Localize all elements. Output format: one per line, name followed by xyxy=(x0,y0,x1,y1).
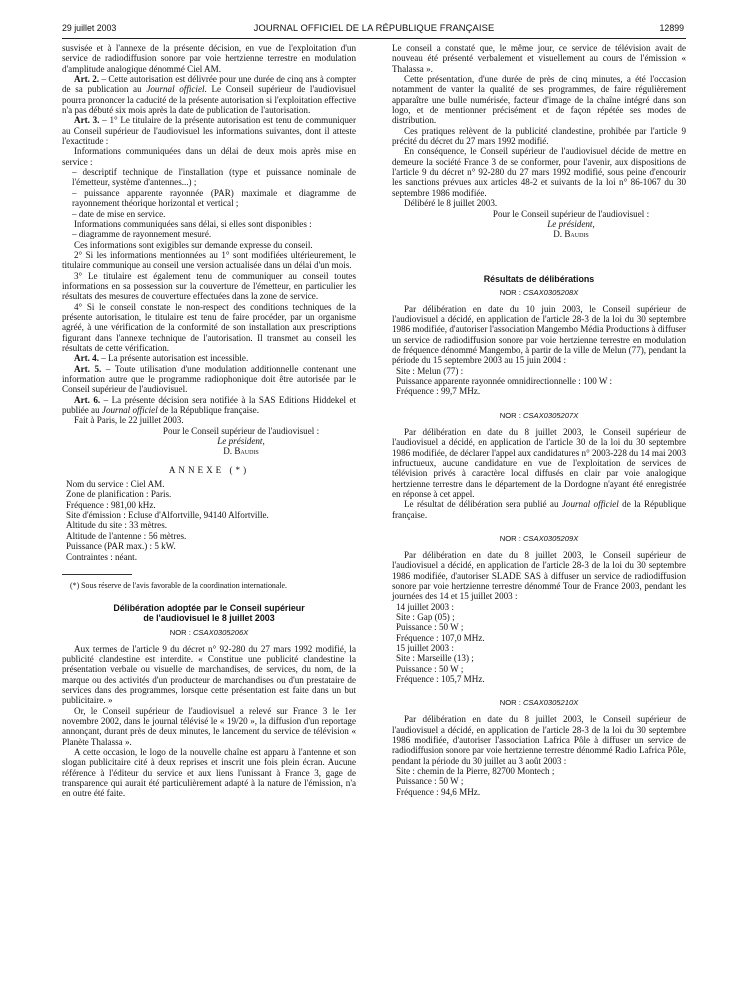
paragraph: Le conseil a constaté que, le même jour, ce service de télévision avait de nouveau été présenté verbalement et visuellement au cours de l'émission « Thalassa ». xyxy=(392,43,686,74)
section-title: Délibération adoptée par le Conseil supérieur xyxy=(113,603,305,614)
article-5 xyxy=(62,364,356,395)
nor-reference xyxy=(392,534,686,544)
annex-item: Site d'émission : Ecluse d'Alfortville, 94140 Alfortville. xyxy=(66,510,269,521)
detail-item: Puissance : 50 W ; xyxy=(396,776,464,787)
article-text: – 1° Le titulaire de la présente autorisation est tenu de communiquer au Conseil supérieur de l'audiovisuel les informations suivantes, dont il atteste l'exactitude : xyxy=(62,115,356,147)
paragraph: 3° Le titulaire est également tenu de communiquer au conseil toutes informations en sa possession sur la couverture de l'émetteur, en particulier les résultats des mesures de couverture effectuées dans la zone de service. xyxy=(62,270,356,302)
nor-prefix: NOR : xyxy=(499,287,523,297)
article-6 xyxy=(62,395,356,416)
annex-list xyxy=(66,479,356,562)
detail-item: Site : chemin de la Pierre, 82700 Montech ; xyxy=(396,766,555,777)
nor-prefix: NOR : xyxy=(169,627,193,637)
section-title: Résultats de délibérations xyxy=(483,273,595,284)
signature-name: D. Baudis xyxy=(223,446,259,457)
detail-list xyxy=(396,366,686,397)
right-column xyxy=(392,43,686,797)
nor-code: CSAX0305206X xyxy=(192,627,249,637)
annex-item: Altitude de l'antenne : 56 mètres. xyxy=(66,530,187,541)
annex-item: Puissance (PAR max.) : 5 kW. xyxy=(66,541,176,552)
detail-item: Site : Gap (05) ; xyxy=(396,611,455,622)
list-item: – date de mise en service. xyxy=(72,208,166,219)
annex-item: Zone de planification : Paris. xyxy=(66,489,172,500)
nor-reference xyxy=(392,288,686,298)
nor-code: CSAX0305207X xyxy=(522,410,579,420)
paragraph: Informations communiquées dans un délai de deux mois après mise en service : xyxy=(62,146,356,167)
paragraph: Par délibération en date du 8 juillet 2003, le Conseil supérieur de l'audiovisuel a décidé, en application de l'article 28-3 de la loi du 30 septembre 1986 modifiée, d'autoriser SLADE SAS à diffuser un service de radiodiffusion sonore par voie hertzienne terrestre dénommé Tour de France 2003, pendant les journées des 14 et 15 juillet 2003 : xyxy=(392,549,686,602)
annex-item: Fréquence : 981,00 kHz. xyxy=(66,499,156,510)
footnote-rule xyxy=(62,574,132,575)
nor-reference xyxy=(62,628,356,638)
nor-code: CSAX0305210X xyxy=(522,698,579,708)
detail-list xyxy=(396,602,686,685)
article-4 xyxy=(62,353,356,363)
paragraph: Cette présentation, d'une durée de près de cinq minutes, a été l'occasion notamment de vanter la qualité de ses programmes, de faire régulièrement apparaître une bulle numérisée, facteur d'image de la chaîne intégré dans son logo, et de mentionner précisément et de façon répétée ses modes de distribution. xyxy=(392,74,686,126)
paragraph: 4° Si le conseil constate le non-respect des conditions techniques de la présente autorisation, le titulaire est tenu de faire procéder, par un organisme agréé, à une vérification de la conformité de son installation aux prescriptions figurant dans l'annexe technique de l'autorisation. Il transmet au conseil les résultats de cette vérification. xyxy=(62,301,356,353)
left-column xyxy=(62,43,356,799)
detail-item: Puissance : 50 W ; xyxy=(396,622,464,633)
detail-item: Fréquence : 107,0 MHz. xyxy=(396,632,485,643)
article-2 xyxy=(62,74,356,115)
nor-reference xyxy=(392,698,686,708)
footnote: (*) Sous réserve de l'avis favorable de la coordination internationale. xyxy=(70,580,288,590)
nor-code: CSAX0305209X xyxy=(522,533,579,543)
annex-title: ANNEXE (*) xyxy=(168,464,250,475)
detail-item: Site : Marseille (13) ; xyxy=(396,653,474,664)
detail-item: Puissance : 50 W ; xyxy=(396,663,464,674)
article-label: Art. 6. xyxy=(74,394,101,405)
detail-item: 14 juillet 2003 : xyxy=(396,601,454,612)
article-text: . Le Conseil supérieur de l'audiovisuel pourra prononcer la caducité de la présente autorisation si l'exploitation effective n'a pas débuté six mois après la date de publication de l'autorisation. xyxy=(62,84,357,116)
annex-item: Altitude du site : 33 mètres. xyxy=(66,520,168,531)
article-label: Art. 5. xyxy=(74,363,102,374)
detail-item: Site : Melun (77) : xyxy=(396,365,464,376)
article-text: de la République française. xyxy=(157,405,259,416)
paragraph: Par délibération en date du 8 juillet 2003, le Conseil supérieur de l'audiovisuel a décidé, en application de l'article 30 de la loi du 30 septembre 1986 modifiée, de déclarer l'appel aux candidatures n° 2003-228 du 14 mai 2003 infructueux, aucune candidature en vue de l'exploitation de services de télévision privés à caractère local diffusés en clair par voie analogique hertzienne terrestre dans le département de la Dordogne n'ayant été enregistrée en réponse à cet appel. xyxy=(392,426,686,499)
paragraph: Par délibération en date du 10 juin 2003, le Conseil supérieur de l'audiovisuel a décidé, en application de l'article 28-3 de la loi du 30 septembre 1986 modifiée, d'autoriser l'association Mangembo Média Productions à diffuser un service de radiodiffusion sonore par voie hertzienne terrestre en modulation de fréquence dénommé Mangembo, à partir de la ville de Melun (77), pendant la période du 15 septembre 2003 au 15 juin 2004 : xyxy=(392,303,686,366)
paragraph: Aux termes de l'article 9 du décret n° 92-280 du 27 mars 1992 modifié, la publicité clandestine est interdite. « Constitue une publicité clandestine la présentation verbale ou visuelle de marchandises, de services, du nom, de la marque ou des activités d'un producteur de marchandises ou d'un prestataire de services dans des programmes, lorsque cette présentation est faite dans un but publicitaire. » xyxy=(62,643,356,706)
article-text: – La présente décision sera notifiée à la SAS Editions Hiddekel et publiée au xyxy=(62,394,357,416)
detail-item: Fréquence : 105,7 MHz. xyxy=(396,674,485,685)
signature-pour: Pour le Conseil supérieur de l'audiovisuel : xyxy=(162,425,320,436)
paragraph: Par délibération en date du 8 juillet 2003, le Conseil supérieur de l'audiovisuel a décidé, en application de l'article 28-3 de la loi du 30 septembre 1986 modifiée, d'autoriser l'association Lafrica Pôle à diffuser un service de radiodiffusion sonore par voie hertzienne terrestre dénommé Radio Lafrica Pôle, pendant la période du 30 juillet au 3 août 2003 : xyxy=(392,714,686,766)
nor-prefix: NOR : xyxy=(499,698,523,708)
detail-item: 15 juillet 2003 : xyxy=(396,643,454,654)
detail-item: Puissance apparente rayonnée omnidirectionnelle : 100 W : xyxy=(396,376,613,387)
signature-pour: Pour le Conseil supérieur de l'audiovisuel : xyxy=(492,208,650,219)
nor-reference xyxy=(392,411,686,421)
paragraph: Ces informations sont exigibles sur demande expresse du conseil. xyxy=(74,239,313,250)
paragraph: susvisée et à l'annexe de la présente décision, en vue de l'exploitation d'un service de radiodiffusion sonore par voie hertzienne terrestre en modulation d'amplitude analogique dénommé Ciel AM. xyxy=(62,43,356,74)
detail-item: Fréquence : 94,6 MHz. xyxy=(396,786,481,797)
list-item: – puissance apparente rayonnée (PAR) maximale et diagramme de rayonnement théorique horizontal et vertical ; xyxy=(72,187,356,209)
paragraph: Ces pratiques relèvent de la publicité clandestine, prohibée par l'article 9 précité du décret du 27 mars 1992 modifié. xyxy=(392,125,686,147)
nor-prefix: NOR : xyxy=(499,533,523,543)
paragraph: Informations communiquées sans délai, si elles sont disponibles : xyxy=(74,218,312,229)
list-item: – descriptif technique de l'installation (type et puissance nominale de l'émetteur, système d'antennes...) ; xyxy=(72,167,356,188)
paragraph: Or, le Conseil supérieur de l'audiovisuel a relevé sur France 3 le 1er novembre 2002, dans le journal télévisé le « 19/20 », la diffusion d'un reportage annonçant, durant près de deux minutes, le lancement du service de télévision « Planète Thalassa ». xyxy=(62,705,356,747)
text-run: Le résultat de délibération sera publié au xyxy=(404,499,562,510)
article-label: Art. 4. xyxy=(74,353,99,364)
journal-officiel-ref: Journal officiel xyxy=(561,499,619,510)
spacer xyxy=(392,520,686,530)
detail-list xyxy=(396,766,686,797)
nor-code: CSAX0305208X xyxy=(522,287,579,297)
list-item: – diagramme de rayonnement mesuré. xyxy=(72,229,212,240)
spacer xyxy=(392,240,686,274)
journal-officiel-ref: Journal officiel xyxy=(146,84,205,95)
header-page-number: 12899 xyxy=(659,23,684,33)
paragraph: En conséquence, le Conseil supérieur de l'audiovisuel décide de mettre en demeure la société France 3 de se conformer, pour l'avenir, aux dispositions de l'article 9 du décret n° 92-280 du 27 mars 1992 modifié, sous peine d'encourir les sanctions prévues aux articles 48-2 et suivants de la loi n° 86-1067 du 30 septembre 1986 modifiée. xyxy=(392,146,686,198)
journal-officiel-ref: Journal officiel xyxy=(101,405,158,416)
annex-item: Nom du service : Ciel AM. xyxy=(66,479,165,490)
header-journal-title: JOURNAL OFFICIEL DE LA RÉPUBLIQUE FRANÇAISE xyxy=(253,22,495,33)
article-label: Art. 2. xyxy=(74,74,100,85)
paragraph: A cette occasion, le logo de la nouvelle chaîne est apparu à l'antenne et son slogan publicitaire cité à deux reprises et inscrit une fois plein écran. Aucune référence à l'éditeur du service et aux liens l'unissant à France 3, gage de transparence qui aurait été particulièrement adapté à la nature de l'émission, n'a en outre été faite. xyxy=(62,747,356,799)
signature-role: Le président, xyxy=(547,218,595,229)
signature-name: D. Baudis xyxy=(553,229,589,240)
section-title: de l'audiovisuel le 8 juillet 2003 xyxy=(143,613,275,624)
article-text: – Toute utilisation d'une modulation additionnelle contenant une information autre que le programme radiophonique doit être autorisée par le Conseil supérieur de l'audiovisuel. xyxy=(62,363,356,395)
nor-prefix: NOR : xyxy=(499,410,523,420)
text-run: de la République française. xyxy=(392,499,686,520)
article-label: Art. 3. xyxy=(74,115,100,126)
spacer xyxy=(62,591,356,603)
date-line: Fait à Paris, le 22 juillet 2003. xyxy=(74,415,184,426)
header-date: 29 juillet 2003 xyxy=(62,23,117,33)
spacer xyxy=(392,397,686,407)
detail-item: Fréquence : 99,7 MHz. xyxy=(396,386,481,397)
signature-role: Le président, xyxy=(217,436,265,447)
article-3 xyxy=(62,115,356,146)
paragraph: 2° Si les informations mentionnées au 1° sont modifiées ultérieurement, le titulaire communique au conseil une version actualisée dans un délai d'un mois. xyxy=(62,249,356,271)
article-text: – La présente autorisation est incessible. xyxy=(99,353,249,364)
spacer xyxy=(392,684,686,694)
article-text: – Cette autorisation est délivrée pour une durée de cinq ans à compter de sa publication au xyxy=(62,74,356,95)
header-rule xyxy=(62,38,686,39)
paragraph xyxy=(392,499,686,520)
annex-item: Contraintes : néant. xyxy=(66,551,137,562)
date-line: Délibéré le 8 juillet 2003. xyxy=(404,198,498,209)
